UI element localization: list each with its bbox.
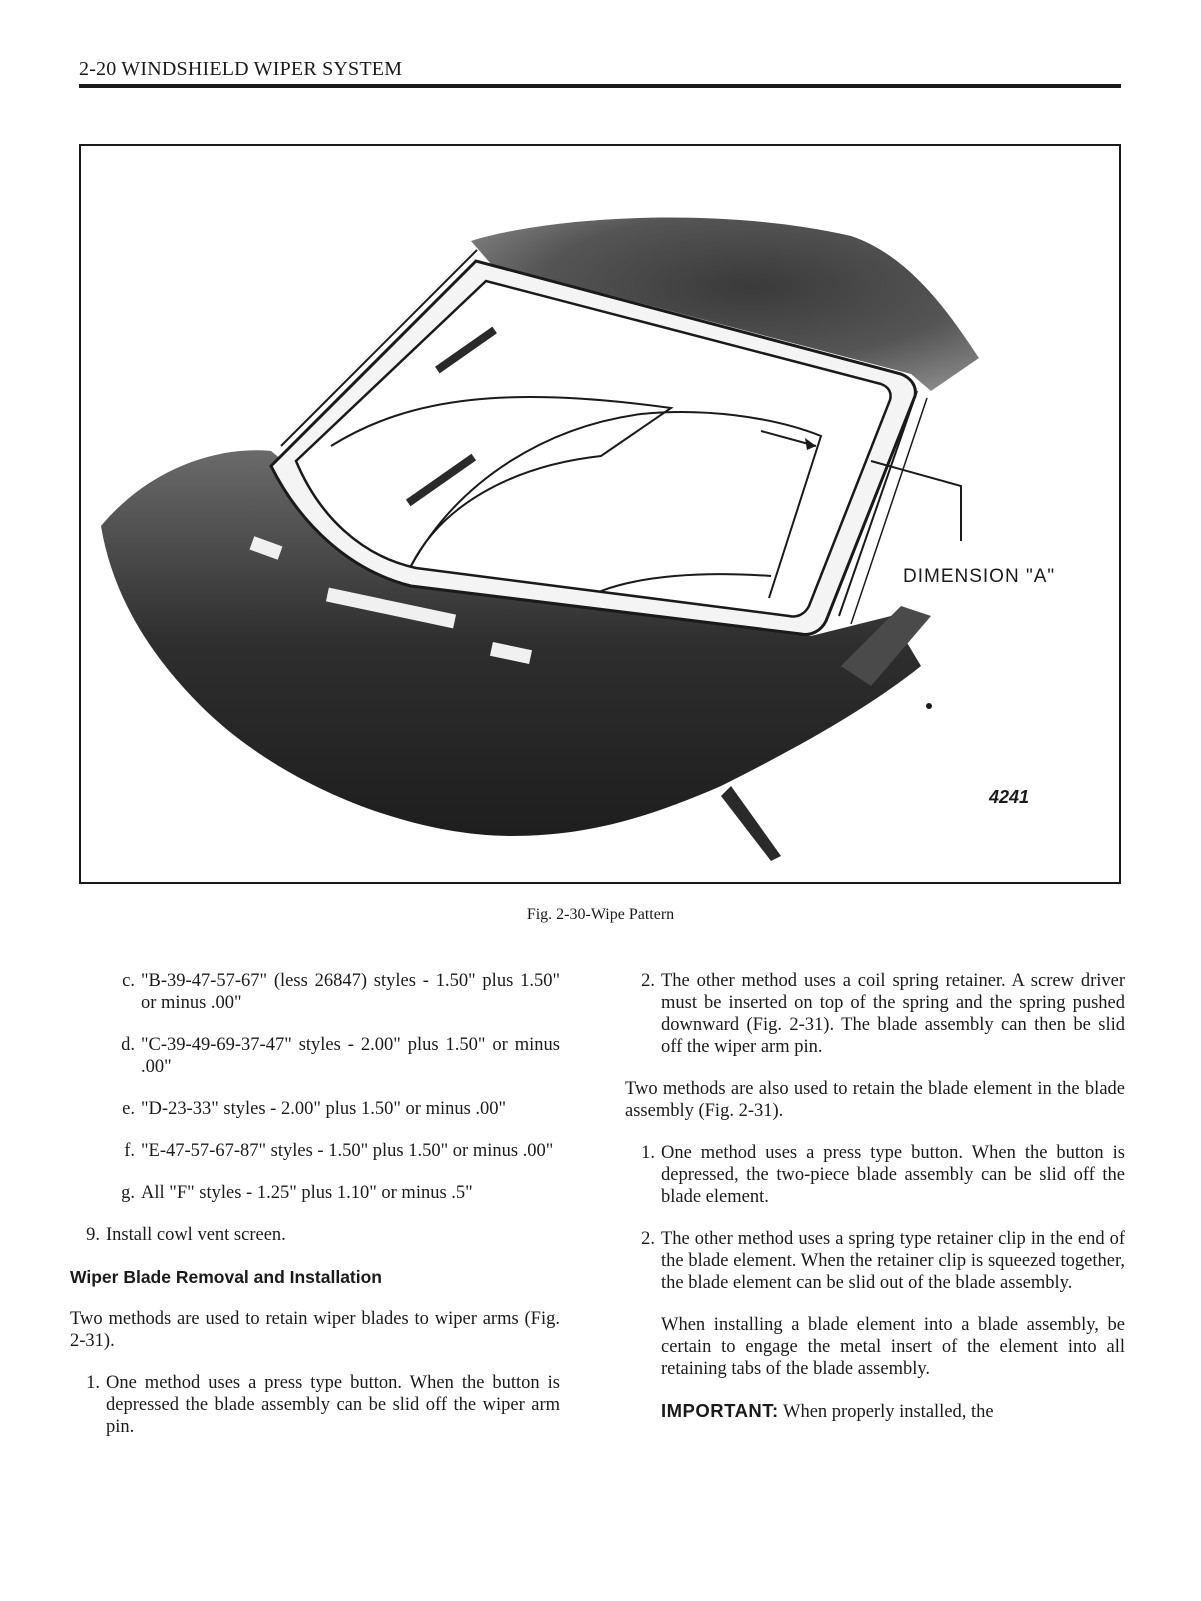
- paragraph: Two methods are used to retain wiper blades to wiper arms (Fig. 2-31).: [70, 1309, 560, 1351]
- item-label: 2.: [641, 971, 655, 991]
- item-label: 1.: [641, 1143, 655, 1163]
- item-label: e.: [122, 1099, 135, 1119]
- item-text: One method uses a press type button. When the button is depressed, the two-piece blade assembly can be slid off the blade element.: [661, 1143, 1125, 1207]
- item-text: "C-39-49-69-37-47" styles - 2.00" plus 1.50" or minus .00": [141, 1035, 560, 1077]
- figure-number: 4241: [989, 787, 1030, 807]
- list-item: [70, 1182, 560, 1204]
- install-note: When installing a blade element into a blade assembly, be certain to engage the metal insert of the element into all retaining tabs of the blade assembly.: [661, 1315, 1125, 1379]
- paragraph: Two methods are also used to retain the blade element in the blade assembly (Fig. 2-31).: [625, 1079, 1125, 1121]
- list-item: [70, 1224, 560, 1246]
- list-item: [70, 1372, 560, 1438]
- item-label: 2.: [641, 1229, 655, 1249]
- item-label: 1.: [86, 1373, 100, 1393]
- item-text: One method uses a press type button. When the button is depressed the blade assembly can be slid off the wiper arm pin.: [106, 1373, 560, 1437]
- list-item: [70, 1034, 560, 1078]
- windshield-illustration: [81, 146, 1119, 882]
- important-text: When properly installed, the: [783, 1402, 994, 1422]
- list-item: [70, 1098, 560, 1120]
- figure-caption: Fig. 2-30-Wipe Pattern: [526, 906, 675, 923]
- item-text: All "F" styles - 1.25" plus 1.10" or minus .5": [141, 1183, 473, 1203]
- header-rule: [79, 84, 1121, 88]
- page-header: 2-20 WINDSHIELD WIPER SYSTEM: [79, 58, 403, 80]
- right-column: [625, 970, 1125, 1443]
- important-label: IMPORTANT:: [661, 1400, 779, 1421]
- item-text: The other method uses a coil spring retainer. A screw driver must be inserted on top of the spring and the spring pushed downward (Fig. 2-31). The blade assembly can then be slid off the wiper arm pin.: [661, 971, 1125, 1057]
- list-item: [625, 1142, 1125, 1208]
- item-text: Install cowl vent screen.: [106, 1225, 286, 1245]
- list-item: [625, 1228, 1125, 1294]
- figure-wipe-pattern: [79, 144, 1121, 884]
- item-label: d.: [121, 1035, 135, 1055]
- item-text: "E-47-57-67-87" styles - 1.50" plus 1.50" or minus .00": [141, 1141, 554, 1161]
- item-label: g.: [121, 1183, 135, 1203]
- list-item: [625, 970, 1125, 1058]
- item-text: "B-39-47-57-67" (less 26847) styles - 1.50" plus 1.50" or minus .00": [141, 971, 560, 1013]
- important-note: [661, 1400, 1125, 1423]
- left-column: [70, 970, 560, 1458]
- item-label: f.: [124, 1141, 135, 1161]
- list-item: [70, 1140, 560, 1162]
- item-text: The other method uses a spring type retainer clip in the end of the blade element. When the retainer clip is squeezed together, the blade element can be slid out of the blade assembly.: [661, 1229, 1125, 1293]
- item-text: "D-23-33" styles - 2.00" plus 1.50" or minus .00": [141, 1099, 507, 1119]
- list-item: [70, 970, 560, 1014]
- item-label: 9.: [86, 1225, 100, 1245]
- dimension-a-label: DIMENSION "A": [903, 566, 1056, 587]
- item-label: c.: [122, 971, 135, 991]
- section-heading: Wiper Blade Removal and Installation: [70, 1267, 382, 1287]
